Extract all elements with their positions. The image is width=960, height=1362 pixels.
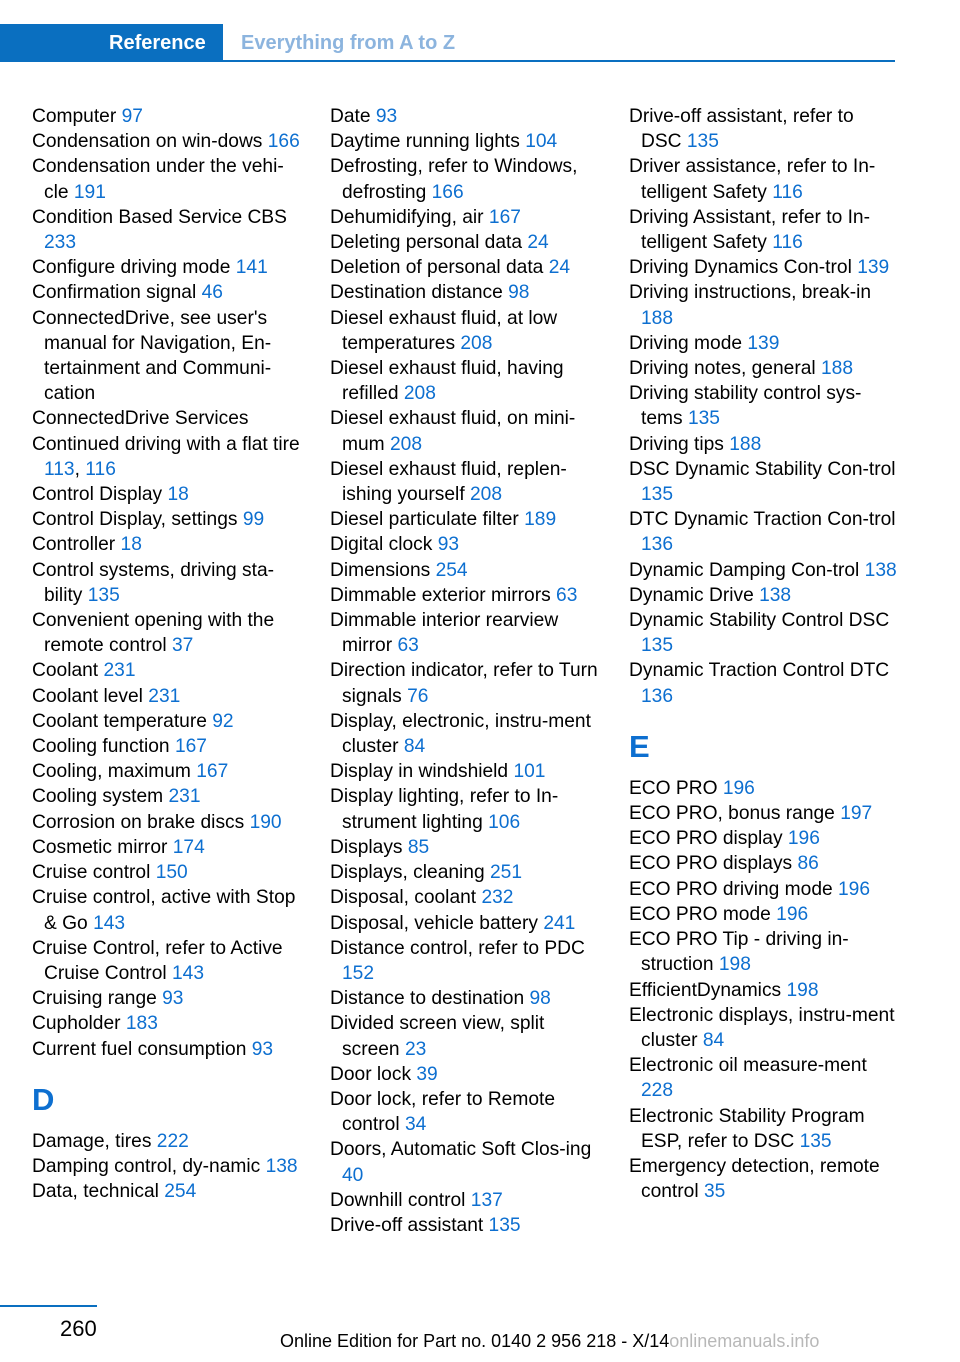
index-entry-text: Driving notes, general — [629, 358, 816, 380]
index-entry-text: Cupholder — [32, 1013, 121, 1035]
page-link[interactable]: 37 — [171, 635, 194, 657]
index-entry — [32, 734, 302, 759]
index-entry-text: Cooling, maximum — [32, 761, 191, 783]
header-divider — [0, 60, 895, 62]
index-entry — [629, 104, 899, 154]
page-link[interactable]: 222 — [156, 1130, 189, 1152]
index-entry-text: Data, technical — [32, 1181, 159, 1203]
index-column-2 — [330, 104, 600, 1238]
index-entry-text: Emergency detection, remote control — [629, 1155, 880, 1203]
index-entry — [629, 356, 899, 381]
index-entry — [629, 1104, 899, 1154]
index-entry-text: Driving instructions, break-in — [629, 282, 872, 304]
index-entry-text: Cruising range — [32, 988, 157, 1010]
index-entry — [629, 801, 899, 826]
index-entry — [330, 280, 600, 305]
page-link[interactable]: 135 — [687, 408, 720, 430]
page-link[interactable]: 135 — [641, 635, 674, 657]
page-link[interactable]: 113 — [44, 458, 75, 480]
index-entry — [330, 1213, 600, 1238]
page-link[interactable]: 116 — [772, 181, 803, 203]
index-entry — [330, 406, 600, 456]
index-entry — [629, 154, 899, 204]
page-link[interactable]: 76 — [407, 685, 429, 707]
index-entry — [629, 658, 899, 708]
page-link[interactable]: 152 — [342, 962, 375, 984]
index-entry-text: Door lock — [330, 1063, 412, 1085]
page-link[interactable]: 101 — [513, 761, 546, 783]
index-entry — [32, 1179, 302, 1204]
page-link[interactable]: 189 — [524, 509, 557, 531]
index-entry-text: Driving stability control sys-tems — [629, 383, 862, 430]
page-link[interactable]: 106 — [488, 811, 521, 833]
index-entry — [330, 936, 600, 986]
index-entry — [32, 986, 302, 1011]
index-entry — [330, 759, 600, 784]
page-link[interactable]: 24 — [527, 232, 549, 254]
index-entry — [629, 558, 899, 583]
index-entry-text: Coolant temperature — [32, 710, 207, 732]
index-entry-text: Deleting personal data — [330, 232, 523, 254]
index-entry — [330, 205, 600, 230]
index-entry-text: Continued driving with a flat tire — [32, 433, 300, 455]
index-entry-text: Computer — [32, 106, 117, 127]
index-entry-text: Display, electronic, instru-ment cluster — [330, 710, 591, 758]
index-entry-text: Damage, tires — [32, 1130, 152, 1152]
index-entry-text: ECO PRO, bonus range — [629, 803, 835, 825]
index-entry-text: Door lock, refer to Remote control — [330, 1088, 556, 1136]
index-entry-text: Diesel particulate filter — [330, 509, 519, 531]
page-link[interactable]: 93 — [375, 106, 398, 127]
index-entry-text: Condition Based Service CBS — [32, 206, 287, 228]
index-entry — [32, 104, 302, 129]
page-link[interactable]: 23 — [404, 1038, 427, 1060]
page-link[interactable]: 135 — [686, 131, 719, 153]
index-entry — [629, 851, 899, 876]
page-link[interactable]: 18 — [167, 484, 189, 506]
index-entry — [32, 658, 302, 683]
index-entry-text: Defrosting, refer to Windows, defrosting — [330, 156, 578, 203]
page-link[interactable]: 183 — [125, 1013, 158, 1035]
index-entry-text: Driving Dynamics Con-trol — [629, 257, 852, 279]
index-entry-text: Doors, Automatic Soft Clos-ing — [330, 1139, 592, 1161]
index-entry — [32, 709, 302, 734]
page-link[interactable]: 208 — [460, 332, 493, 354]
page-link[interactable]: 254 — [435, 559, 468, 581]
page-link[interactable]: 35 — [703, 1181, 726, 1203]
index-entry — [629, 205, 899, 255]
index-entry-text: Cooling function — [32, 736, 170, 758]
page-link[interactable]: 138 — [265, 1155, 298, 1177]
index-entry — [629, 927, 899, 977]
index-entry-text: Condensation on win-dows — [32, 131, 263, 153]
index-entry — [629, 1154, 899, 1204]
index-entry-text: Electronic oil measure-ment — [629, 1055, 867, 1077]
edition-text: Online Edition for Part no. 0140 2 956 218 - X/14 — [280, 1331, 670, 1351]
index-entry — [629, 457, 899, 507]
index-entry-text: ECO PRO Tip - driving in-struction — [629, 929, 849, 976]
tab-reference — [0, 24, 223, 62]
index-entry-text: ECO PRO mode — [629, 903, 771, 925]
index-entry-text: Display lighting, refer to In-strument lighting — [330, 786, 559, 833]
index-entry — [330, 583, 600, 608]
page-link[interactable]: 231 — [103, 660, 136, 682]
index-entry-text: Displays — [330, 836, 403, 858]
index-entry — [32, 507, 302, 532]
index-entry — [32, 684, 302, 709]
index-entry — [32, 810, 302, 835]
index-entry — [330, 784, 600, 834]
page-number: 260 — [60, 1316, 97, 1341]
index-entry — [330, 507, 600, 532]
index-entry-text: Electronic displays, instru-ment cluster — [629, 1004, 895, 1051]
page-link[interactable]: 98 — [508, 282, 530, 304]
page-link[interactable]: 196 — [776, 903, 809, 925]
tab-everything-label: Everything from A to Z — [241, 32, 456, 54]
index-entry — [330, 1188, 600, 1213]
page-link[interactable]: 191 — [73, 181, 106, 203]
index-entry — [629, 507, 899, 557]
index-entry-text: ConnectedDrive Services — [32, 408, 249, 430]
page-link[interactable]: 231 — [168, 786, 201, 808]
page-link[interactable]: 34 — [404, 1114, 427, 1136]
index-entry — [629, 331, 899, 356]
footer-divider — [0, 1305, 97, 1307]
page-link[interactable]: 143 — [171, 962, 204, 984]
index-entry-text: ConnectedDrive, see user's manual for Navigation, En-tertainment and Communi-cation — [32, 307, 272, 405]
index-entry-text: DTC Dynamic Traction Con-trol — [629, 509, 896, 531]
page-link[interactable]: 46 — [201, 282, 223, 304]
index-entry-text: Divided screen view, split screen — [330, 1013, 545, 1060]
index-entry-text: DSC Dynamic Stability Con-trol — [629, 458, 896, 480]
page-link[interactable]: 116 — [772, 232, 803, 254]
index-entry-text: Date — [330, 106, 371, 127]
index-entry-text: Dehumidifying, air — [330, 206, 484, 228]
index-entry — [32, 1154, 302, 1179]
index-entry-text: Condensation under the vehi-cle — [32, 156, 284, 203]
index-entry — [629, 432, 899, 457]
page-link[interactable]: 196 — [838, 878, 871, 900]
index-entry-text: Coolant level — [32, 685, 143, 707]
index-entry — [629, 978, 899, 1003]
index-entry — [629, 902, 899, 927]
index-entry — [330, 709, 600, 759]
page-link[interactable]: 104 — [525, 131, 558, 153]
index-entry — [629, 280, 899, 330]
index-entry-text: Diesel exhaust fluid, having refilled — [330, 358, 564, 405]
index-entry — [330, 457, 600, 507]
index-entry — [32, 532, 302, 557]
index-entry — [32, 129, 302, 154]
index-entry — [32, 1011, 302, 1036]
page-link[interactable]: 196 — [722, 777, 755, 799]
index-entry-text: Deletion of personal data — [330, 257, 544, 279]
index-entry — [330, 532, 600, 557]
index-entry-text: Dynamic Traction Control DTC — [629, 660, 890, 682]
page-link[interactable]: 141 — [235, 257, 268, 279]
index-entry — [32, 784, 302, 809]
index-entry — [32, 406, 302, 431]
page-link[interactable]: 208 — [403, 383, 436, 405]
index-entry-text: Cruise control, active with Stop & Go — [32, 887, 296, 934]
page-link[interactable]: 208 — [470, 484, 503, 506]
index-entry — [330, 255, 600, 280]
section-letter: E — [629, 728, 650, 764]
index-entry — [629, 255, 899, 280]
index-entry-text: Cruise Control, refer to Active Cruise Control — [32, 937, 283, 984]
index-entry-text: Distance control, refer to PDC — [330, 937, 585, 959]
page-link[interactable]: 136 — [641, 685, 674, 707]
index-entry — [629, 1003, 899, 1053]
page-link[interactable]: 18 — [120, 534, 142, 556]
index-entry-text: Diesel exhaust fluid, at low temperatures — [330, 307, 558, 354]
page-link[interactable]: 233 — [44, 232, 77, 254]
index-entry-text: Control Display, settings — [32, 509, 238, 531]
index-entry-text: Daytime running lights — [330, 131, 520, 153]
index-entry — [629, 381, 899, 431]
index-entry — [32, 154, 302, 204]
index-entry — [330, 1087, 600, 1137]
index-entry-text: Displays, cleaning — [330, 862, 485, 884]
index-entry-text: Destination distance — [330, 282, 503, 304]
tab-reference-label: Reference — [109, 32, 206, 54]
page-link[interactable]: 139 — [747, 332, 780, 354]
index-entry-text: Convenient opening with the remote control — [32, 610, 275, 657]
page-link[interactable]: 167 — [174, 736, 207, 758]
index-entry — [330, 154, 600, 204]
page-link[interactable]: 166 — [431, 181, 464, 203]
page-link[interactable]: 232 — [481, 887, 514, 909]
page-link[interactable]: 93 — [437, 534, 460, 556]
index-entry — [32, 255, 302, 280]
index-entry — [330, 306, 600, 356]
index-entry — [330, 860, 600, 885]
page-link[interactable]: 135 — [488, 1214, 521, 1236]
page-link[interactable]: 143 — [93, 912, 126, 934]
index-column-3 — [629, 104, 899, 1204]
index-entry-text: Digital clock — [330, 534, 433, 556]
page-link[interactable]: 254 — [164, 1181, 197, 1203]
index-entry — [330, 104, 600, 129]
index-entry — [32, 936, 302, 986]
page-link[interactable]: 167 — [196, 761, 229, 783]
index-entry-text: Control Display — [32, 484, 163, 506]
page-link[interactable]: 135 — [641, 484, 674, 506]
index-entry — [32, 759, 302, 784]
page-link[interactable]: 39 — [416, 1063, 438, 1085]
page-link[interactable]: 136 — [641, 534, 674, 556]
page-link[interactable]: 197 — [840, 803, 873, 825]
page-link[interactable]: 86 — [797, 853, 819, 875]
index-entry-text: Electronic Stability Program ESP, refer to DSC — [629, 1105, 865, 1152]
index-entry — [32, 608, 302, 658]
page-link[interactable]: 166 — [267, 131, 300, 153]
index-entry-text: Driving Assistant, refer to In-telligent Safety — [629, 206, 870, 254]
page-link[interactable]: 135 — [799, 1130, 832, 1152]
index-entry-text: Disposal, vehicle battery — [330, 912, 538, 934]
index-entry — [330, 986, 600, 1011]
index-entry-text: Diesel exhaust fluid, on mini-mum — [330, 408, 576, 455]
index-entry — [32, 306, 302, 407]
index-entry-text: Dimmable exterior mirrors — [330, 584, 551, 606]
index-entry-text: Cruise control — [32, 862, 151, 884]
index-entry — [330, 885, 600, 910]
index-entry-text: Controller — [32, 534, 116, 556]
index-entry-text: Cosmetic mirror — [32, 836, 168, 858]
index-entry-text: Driving mode — [629, 332, 743, 354]
index-entry-text: Corrosion on brake discs — [32, 811, 245, 833]
page-link[interactable]: 138 — [759, 584, 792, 606]
index-entry-text: ECO PRO driving mode — [629, 878, 833, 900]
index-entry — [32, 205, 302, 255]
index-entry — [32, 835, 302, 860]
page-link[interactable]: 40 — [342, 1164, 364, 1186]
page-link[interactable]: 92 — [212, 710, 234, 732]
index-entry-text: Current fuel consumption — [32, 1038, 247, 1060]
page-link[interactable]: 98 — [529, 988, 551, 1010]
page-link[interactable]: 188 — [729, 433, 762, 455]
index-entry-text: Drive-off assistant — [330, 1214, 484, 1236]
index-entry — [330, 658, 600, 708]
index-entry-text: Dynamic Drive — [629, 584, 754, 606]
index-entry-text: ECO PRO — [629, 777, 718, 799]
page-link[interactable]: 174 — [172, 836, 205, 858]
index-entry — [629, 826, 899, 851]
index-entry — [32, 280, 302, 305]
index-entry — [629, 776, 899, 801]
page-link[interactable]: 198 — [718, 954, 751, 976]
page-link[interactable]: 138 — [864, 559, 897, 581]
page-link[interactable]: 241 — [543, 912, 576, 934]
index-entry — [330, 911, 600, 936]
index-entry-text: EfficientDynamics — [629, 979, 782, 1001]
index-column-1 — [32, 104, 302, 1204]
page-link[interactable]: 63 — [397, 635, 419, 657]
index-entry-text: ECO PRO displays — [629, 853, 793, 875]
page-link[interactable]: 63 — [556, 584, 578, 606]
index-entry — [32, 1129, 302, 1154]
page-link[interactable]: 137 — [470, 1189, 503, 1211]
tab-everything-a-z — [241, 24, 455, 62]
page-link[interactable]: 196 — [787, 828, 820, 850]
page-link[interactable]: 198 — [786, 979, 819, 1001]
index-entry-text: Driving tips — [629, 433, 724, 455]
page-link[interactable]: 190 — [249, 811, 282, 833]
page-link[interactable]: 251 — [490, 862, 523, 884]
index-entry-text: Coolant — [32, 660, 99, 682]
index-entry-text: Display in windshield — [330, 761, 509, 783]
page-link[interactable]: 93 — [251, 1038, 274, 1060]
index-entry — [330, 230, 600, 255]
index-entry — [32, 1037, 302, 1062]
index-entry-text: Dynamic Stability Control DSC — [629, 610, 890, 632]
index-entry — [330, 1011, 600, 1061]
index-entry — [330, 1137, 600, 1187]
page-link[interactable]: 208 — [389, 433, 422, 455]
index-entry — [330, 356, 600, 406]
index-entry-text: Direction indicator, refer to Turn signals — [330, 660, 598, 707]
index-entry-text: Confirmation signal — [32, 282, 197, 304]
page-link[interactable]: 84 — [403, 736, 426, 758]
index-entry-text: Dimmable interior rearview mirror — [330, 610, 559, 657]
index-entry — [32, 885, 302, 935]
page-link[interactable]: 85 — [407, 836, 430, 858]
page-link[interactable]: 188 — [821, 358, 854, 380]
index-entry-text: Dynamic Damping Con-trol — [629, 559, 860, 581]
index-entry-text: Drive-off assistant, refer to DSC — [629, 106, 854, 153]
page-link[interactable]: 24 — [548, 257, 571, 279]
index-entry — [330, 835, 600, 860]
page-link[interactable]: 188 — [641, 307, 674, 329]
index-entry — [629, 608, 899, 658]
index-entry-text: Cooling system — [32, 786, 164, 808]
index-entry-text: Damping control, dy-namic — [32, 1155, 261, 1177]
index-entry — [32, 482, 302, 507]
index-entry-text: Diesel exhaust fluid, replen-ishing yourself — [330, 458, 567, 506]
page-link[interactable]: 139 — [857, 257, 890, 279]
index-entry — [330, 129, 600, 154]
index-entry-text: Downhill control — [330, 1189, 466, 1211]
index-entry-text: Distance to destination — [330, 988, 525, 1010]
index-entry-text: Driver assistance, refer to In-telligent Safety — [629, 156, 876, 203]
page-link[interactable]: 231 — [148, 685, 181, 707]
page-link[interactable]: 167 — [488, 206, 521, 228]
index-entry — [32, 558, 302, 608]
index-entry-text: Control systems, driving sta-bility — [32, 559, 275, 606]
page-link[interactable]: 116 — [85, 458, 116, 480]
index-entry-text: Disposal, coolant — [330, 887, 477, 909]
index-entry-text: Configure driving mode — [32, 257, 231, 279]
index-entry — [330, 608, 600, 658]
page-link[interactable]: 99 — [242, 509, 265, 531]
index-entry — [629, 1053, 899, 1103]
index-entry — [629, 877, 899, 902]
watermark-text: onlinemanuals.info — [669, 1331, 820, 1351]
index-entry — [330, 1062, 600, 1087]
page-link[interactable]: 84 — [702, 1029, 725, 1051]
page-link[interactable]: 93 — [162, 988, 184, 1010]
page-link[interactable]: 97 — [121, 106, 143, 127]
page-link[interactable]: 228 — [641, 1080, 674, 1102]
page-link[interactable]: 135 — [87, 584, 120, 606]
index-entry: Continued driving with a flat tire 113, 116 — [32, 433, 300, 480]
page-link[interactable]: 150 — [155, 862, 188, 884]
section-letter: D — [32, 1081, 55, 1117]
index-entry — [629, 583, 899, 608]
index-entry — [32, 860, 302, 885]
footer-edition — [280, 1331, 819, 1352]
index-entry — [330, 558, 600, 583]
index-entry-text: ECO PRO display — [629, 828, 783, 850]
index-entry-text: Dimensions — [330, 559, 431, 581]
